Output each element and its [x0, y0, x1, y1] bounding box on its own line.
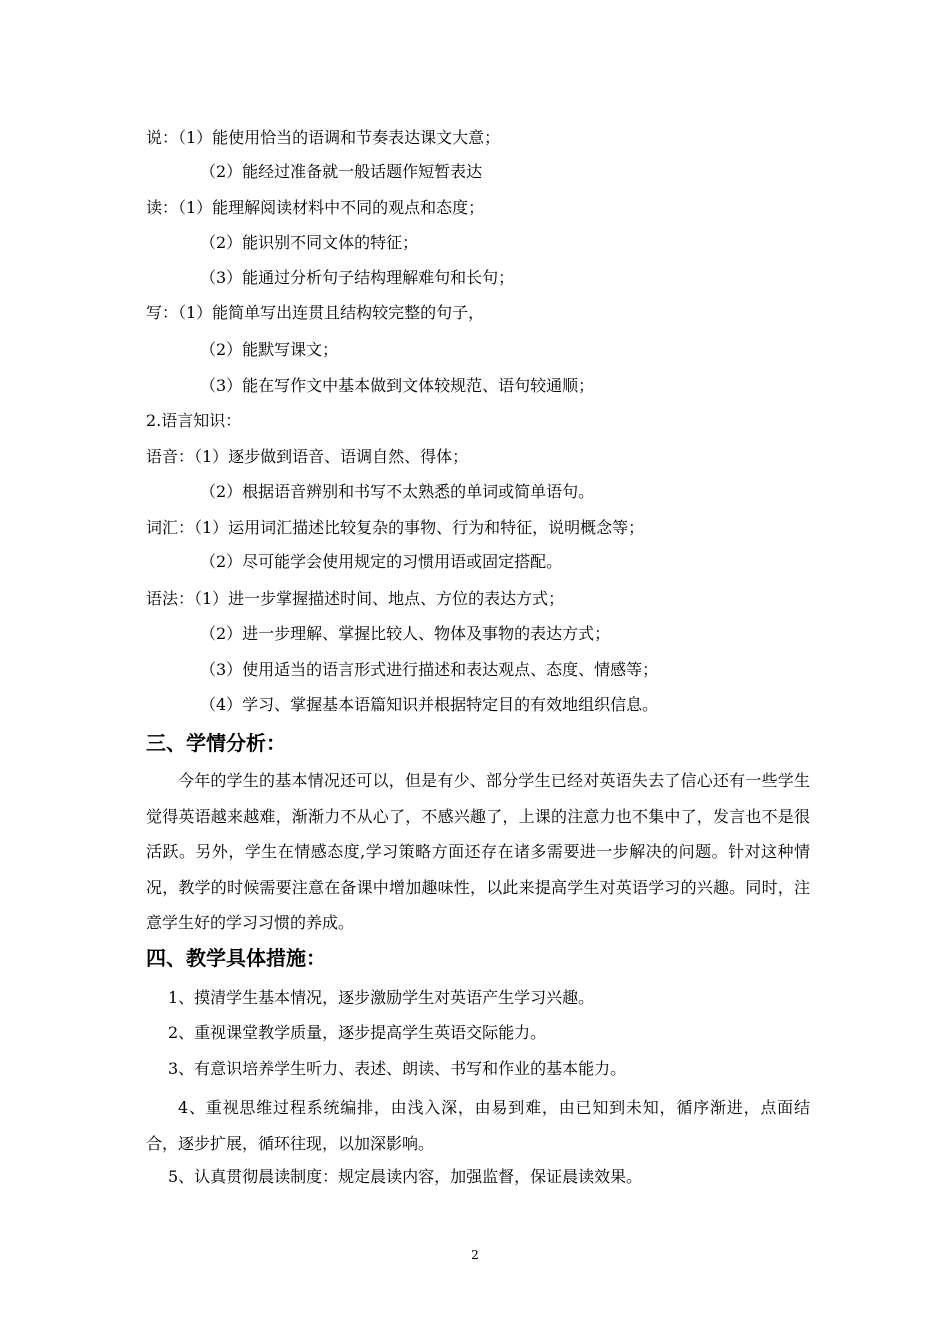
section-4-title: 四、教学具体措施：	[146, 946, 326, 970]
knowledge-title: 2.语言知识：	[146, 411, 242, 430]
read-line-2: （2）能识别不同文体的特征；	[200, 233, 419, 252]
write-line-1: 写：（1）能简单写出连贯且结构较完整的句子，	[146, 303, 485, 322]
measure-4: 4、重视思维过程系统编排，由浅入深，由易到难，由已知到未知，循序渐进，点面结合，逐步扩展，循环往现，以加深影响。	[146, 1098, 810, 1153]
grammar-line-4: （4）学习、掌握基本语篇知识并根据特定目的有效地组织信息。	[200, 695, 659, 714]
grammar-line-1: 语法：（1）进一步掌握描述时间、地点、方位的表达方式；	[146, 589, 565, 608]
speak-line-2: （2）能经过准备就一般话题作短暂表达	[200, 162, 483, 181]
section-3-body: 今年的学生的基本情况还可以，但是有少、部分学生已经对英语失去了信心还有一些学生觉得英语越来越难，渐渐力不从心了，不感兴趣了，上课的注意力也不集中了，发言也不是很活跃。另外，学生在情感态度,学习策略方面还存在诸多需要进一步解决的问题。针对这种情况，教学的时候需要注意在备课中增加趣味性，以此来提高学生对英语学习的兴趣。同时，注意学生好的学习习惯的养成。	[146, 771, 810, 932]
section-3-title: 三、学情分析：	[146, 731, 286, 755]
grammar-line-3: （3）使用适当的语言形式进行描述和表达观点、态度、情感等；	[200, 660, 659, 679]
write-line-2: （2）能默写课文；	[200, 340, 339, 359]
speak-line-1: 说：（1）能使用恰当的语调和节奏表达课文大意；	[146, 128, 501, 147]
page-number: 2	[471, 1248, 479, 1262]
read-line-1: 读：（1）能理解阅读材料中不同的观点和态度；	[146, 198, 485, 217]
measure-5: 5、认真贯彻晨读制度：规定晨读内容，加强监督，保证晨读效果。	[168, 1167, 643, 1186]
read-line-3: （3）能通过分析句子结构理解难句和长句；	[200, 268, 515, 287]
measure-1: 1、摸清学生基本情况，逐步激励学生对英语产生学习兴趣。	[168, 988, 595, 1007]
vocab-line-1: 词汇：（1）运用词汇描述比较复杂的事物、行为和特征，说明概念等；	[146, 518, 645, 537]
phonetics-line-2: （2）根据语音辨别和书写不太熟悉的单词或简单语句。	[200, 482, 595, 501]
phonetics-line-1: 语音：（1）逐步做到语音、语调自然、得体；	[146, 447, 469, 466]
write-line-3: （3）能在写作文中基本做到文体较规范、语句较通顺；	[200, 376, 595, 395]
vocab-line-2: （2）尽可能学会使用规定的习惯用语或固定搭配。	[200, 552, 563, 571]
grammar-line-2: （2）进一步理解、掌握比较人、物体及事物的表达方式；	[200, 624, 611, 643]
measure-3: 3、有意识培养学生听力、表述、朗读、书写和作业的基本能力。	[168, 1059, 627, 1078]
measure-2: 2、重视课堂教学质量，逐步提高学生英语交际能力。	[168, 1023, 547, 1042]
